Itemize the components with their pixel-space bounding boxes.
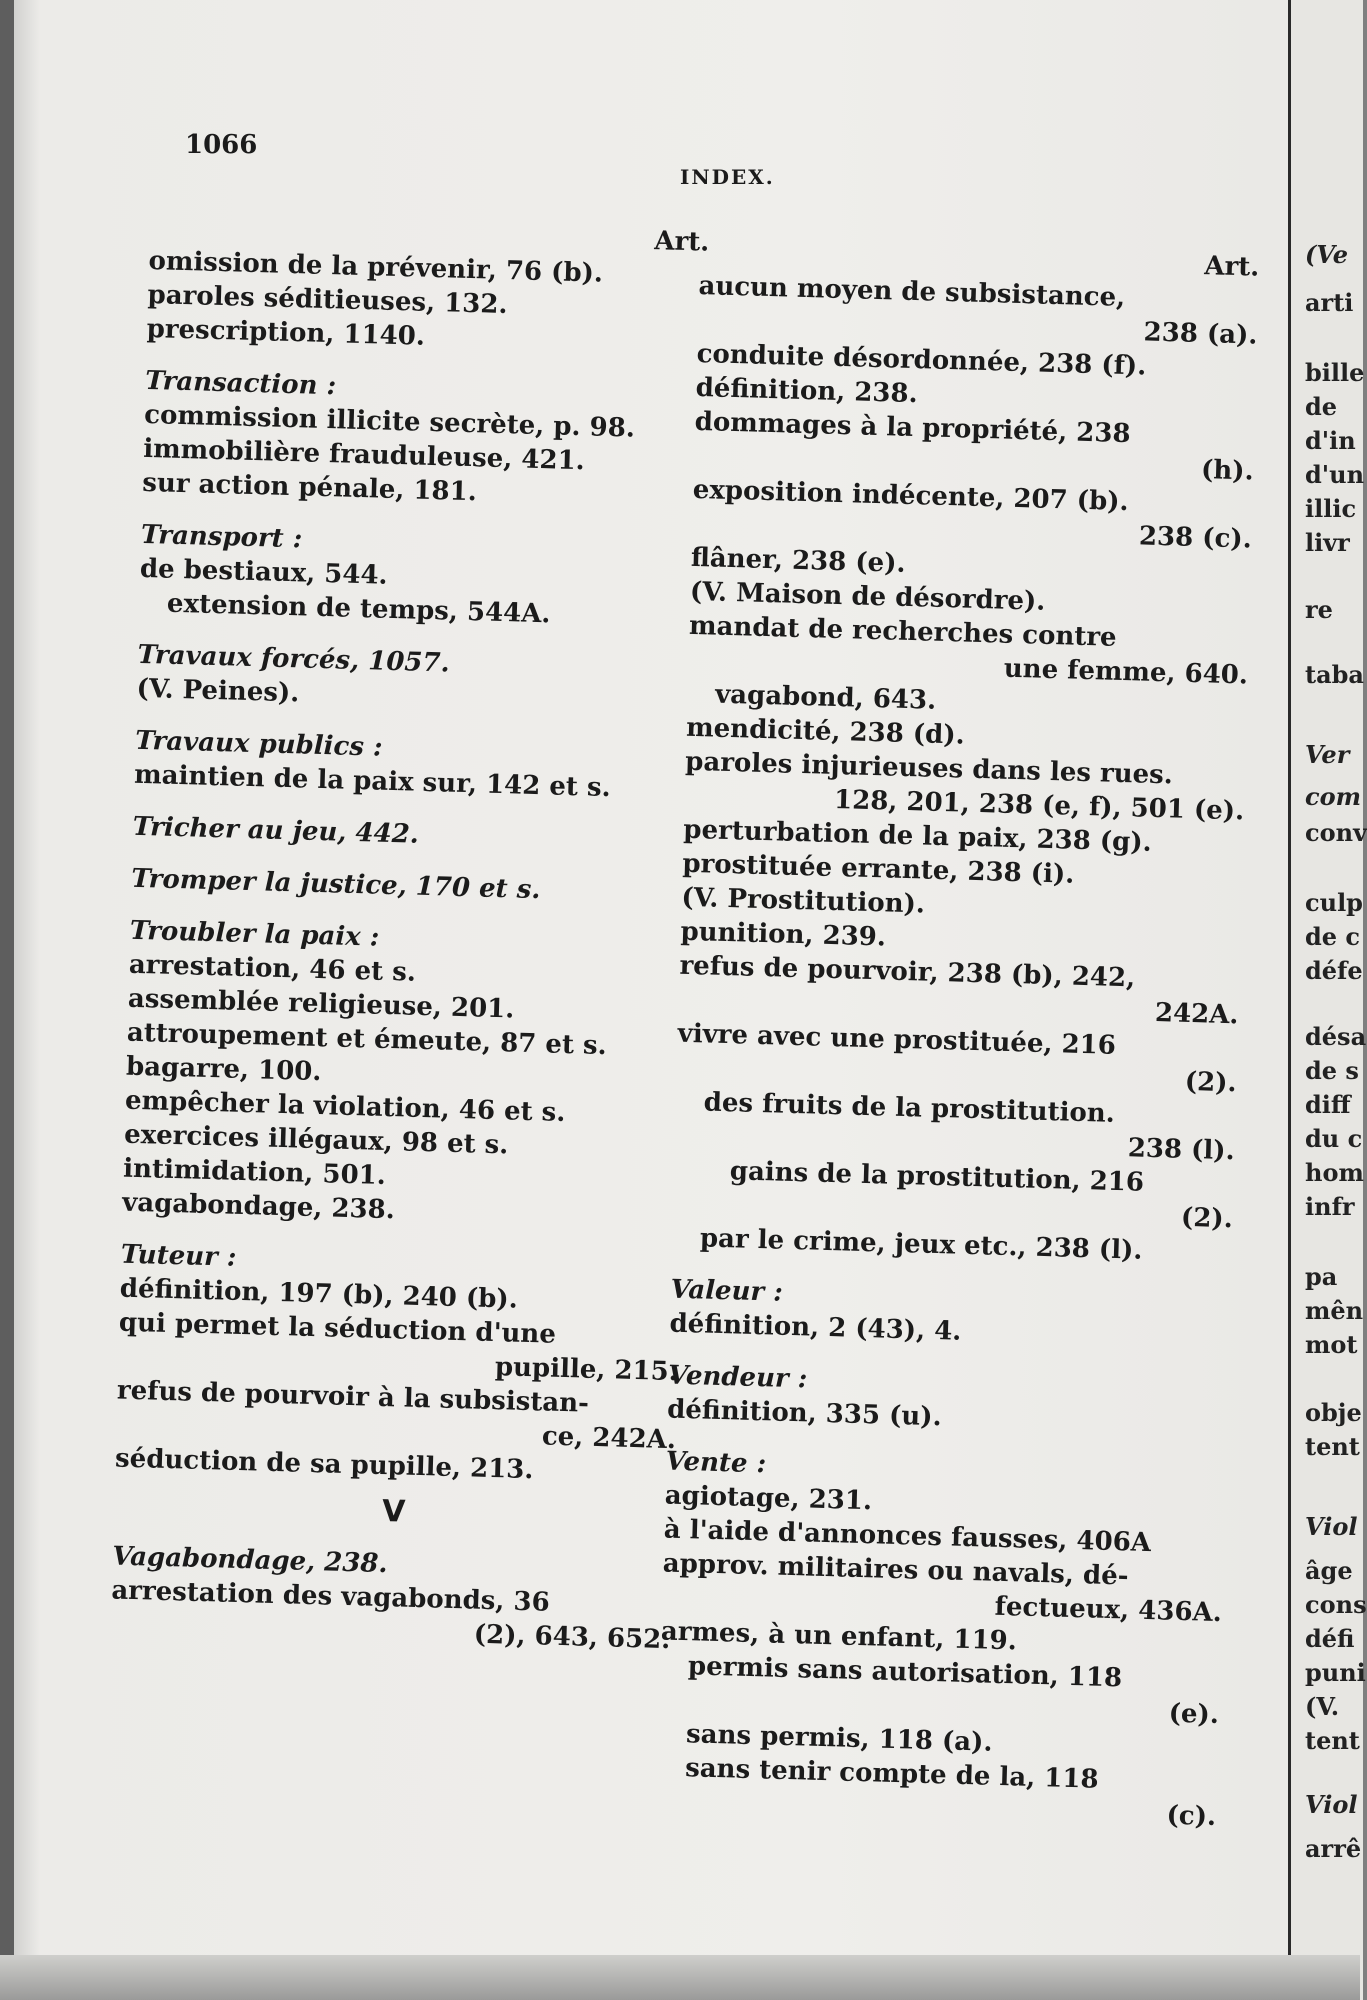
index-entry: (2), 643, 652.: [473, 1619, 671, 1656]
adjacent-page-fragment: Viol: [1305, 1512, 1358, 1541]
adjacent-page-fragment: désa: [1305, 1022, 1367, 1051]
index-entry: 238 (l).: [1127, 1133, 1236, 1167]
index-entry: immobilière frauduleuse, 421.: [142, 433, 586, 477]
index-entry: (e).: [1168, 1698, 1220, 1731]
index-entry: omission de la prévenir, 76 (b).: [148, 245, 604, 289]
adjacent-page-fragment: obje: [1305, 1398, 1362, 1427]
adjacent-page-fragment: de s: [1305, 1056, 1359, 1085]
index-entry: agiotage, 231.: [664, 1480, 873, 1517]
index-entry: 238 (a).: [1143, 317, 1258, 351]
adjacent-page-fragment: de: [1305, 392, 1338, 421]
adjacent-page-fragment: (V.: [1305, 1692, 1340, 1721]
index-heading: Vente :: [665, 1446, 767, 1480]
index-entry: (V. Maison de désordre).: [689, 576, 1046, 617]
adjacent-page-fragment: Ver: [1305, 740, 1350, 769]
index-entry: refus de pourvoir à la subsistan-: [116, 1375, 590, 1419]
index-entry: armes, à un enfant, 119.: [660, 1616, 1018, 1657]
page-bottom-edge: [0, 1955, 1360, 2000]
article-label: Art.: [653, 226, 710, 258]
index-entry: commission illicite secrète, p. 98.: [143, 399, 636, 444]
index-entry: (V. Peines).: [136, 673, 300, 709]
adjacent-page-fragment: mên: [1305, 1296, 1364, 1325]
index-entry: (c).: [1166, 1800, 1217, 1833]
index-entry: conduite désordonnée, 238 (f).: [696, 338, 1147, 382]
index-entry: sur action pénale, 181.: [141, 467, 478, 508]
adjacent-page-fragment: tent: [1305, 1432, 1360, 1461]
adjacent-page-fragment: (Ve: [1305, 240, 1349, 269]
adjacent-page-fragment: d'un: [1305, 460, 1365, 489]
index-entry: arrestation, 46 et s.: [128, 949, 417, 988]
index-entry: gains de la prostitution, 216: [729, 1156, 1145, 1198]
index-entry: (h).: [1200, 455, 1255, 487]
adjacent-page-fragment: mot: [1305, 1330, 1358, 1359]
index-entry: prescription, 1140.: [146, 313, 426, 352]
index-entry: ce, 242A.: [541, 1421, 677, 1456]
section-letter: V: [381, 1493, 406, 1530]
adjacent-page-edge: [1288, 0, 1367, 2000]
index-entry: attroupement et émeute, 87 et s.: [126, 1017, 608, 1062]
index-heading: Travaux publics :: [134, 725, 384, 763]
index-entry: séduction de sa pupille, 213.: [114, 1443, 534, 1486]
index-entry: mendicité, 238 (d).: [685, 712, 966, 751]
article-label: Art.: [1203, 251, 1260, 283]
index-entry: empêcher la violation, 46 et s.: [124, 1085, 566, 1128]
adjacent-page-fragment: défi: [1305, 1624, 1355, 1653]
adjacent-page-fragment: com: [1305, 782, 1362, 811]
index-heading: Tricher au jeu, 442.: [132, 811, 420, 850]
index-entry: 238 (c).: [1138, 521, 1253, 555]
adjacent-page-fragment: re: [1305, 595, 1333, 624]
index-entry: aucun moyen de subsistance,: [698, 270, 1126, 313]
index-entry: exposition indécente, 207 (b).: [692, 474, 1129, 518]
index-entry: des fruits de la prostitution.: [703, 1087, 1116, 1129]
adjacent-page-fragment: infr: [1305, 1192, 1355, 1221]
index-entry: mandat de recherches contre: [688, 610, 1117, 653]
book-binding-edge: [0, 0, 14, 2000]
adjacent-page-fragment: livr: [1305, 528, 1350, 557]
adjacent-page-fragment: défe: [1305, 956, 1363, 985]
index-entry: paroles séditieuses, 132.: [147, 279, 508, 321]
index-heading: Vendeur :: [667, 1360, 808, 1395]
index-entry: exercices illégaux, 98 et s.: [123, 1119, 509, 1161]
adjacent-page-fragment: tent: [1305, 1726, 1360, 1755]
index-entry: permis sans autorisation, 118: [687, 1651, 1123, 1694]
index-entry: refus de pourvoir, 238 (b), 242,: [679, 950, 1136, 994]
adjacent-page-fragment: hom: [1305, 1158, 1364, 1187]
index-heading: Vagabondage, 238.: [111, 1541, 388, 1580]
adjacent-page-fragment: cons: [1305, 1590, 1367, 1619]
index-entry: une femme, 640.: [1003, 653, 1249, 691]
index-heading: Troubler la paix :: [129, 915, 380, 953]
index-entry: définition, 197 (b), 240 (b).: [119, 1273, 519, 1315]
adjacent-page-fragment: arti: [1305, 288, 1354, 317]
index-entry: sans tenir compte de la, 118: [684, 1753, 1099, 1795]
index-entry: arrestation des vagabonds, 36: [111, 1575, 551, 1618]
index-heading: Tromper la justice, 170 et s.: [130, 863, 541, 906]
index-entry: dommages à la propriété, 238: [694, 406, 1131, 450]
index-entry: (2).: [1184, 1066, 1237, 1099]
index-entry: définition, 2 (43), 4.: [669, 1308, 962, 1347]
adjacent-page-fragment: d'in: [1305, 426, 1356, 455]
index-heading: Valeur :: [670, 1274, 784, 1308]
index-entry: 242A.: [1154, 998, 1239, 1031]
index-entry: punition, 239.: [680, 916, 887, 953]
adjacent-page-fragment: arrê: [1305, 1834, 1362, 1863]
index-entry: de bestiaux, 544.: [139, 553, 389, 591]
adjacent-page-fragment: illic: [1305, 494, 1357, 523]
index-entry: fectueux, 436A.: [994, 1591, 1223, 1629]
index-column-right: [656, 235, 1260, 1834]
index-entry: 128, 201, 238 (e, f), 501 (e).: [833, 784, 1245, 827]
index-entry: flâner, 238 (e).: [690, 542, 906, 579]
adjacent-page-fragment: taba: [1305, 660, 1364, 689]
index-entry: définition, 335 (u).: [666, 1394, 943, 1433]
index-entry: intimidation, 501.: [122, 1153, 387, 1191]
adjacent-page-fragment: pa: [1305, 1262, 1338, 1291]
index-entry: sans permis, 118 (a).: [685, 1719, 993, 1758]
adjacent-page-fragment: diff: [1305, 1090, 1351, 1119]
page-number: 1066: [185, 130, 258, 160]
index-entry: définition, 238.: [695, 372, 919, 410]
index-entry: (2).: [1180, 1202, 1234, 1235]
index-entry: perturbation de la paix, 238 (g).: [682, 814, 1153, 858]
index-entry: assemblée religieuse, 201.: [127, 983, 515, 1025]
index-entry: à l'aide d'annonces fausses, 406A: [663, 1514, 1152, 1559]
index-entry: par le crime, jeux etc., 238 (l).: [699, 1223, 1143, 1266]
index-heading: Transaction :: [144, 365, 337, 402]
index-entry: (V. Prostitution).: [681, 882, 926, 920]
adjacent-page-fragment: bille: [1305, 358, 1365, 387]
index-entry: extension de temps, 544A.: [166, 588, 551, 630]
index-entry: vagabondage, 238.: [121, 1187, 396, 1226]
index-entry: prostituée errante, 238 (i).: [682, 848, 1075, 890]
adjacent-page-fragment: conv: [1305, 818, 1367, 847]
index-entry: vivre avec une prostituée, 216: [677, 1018, 1117, 1061]
adjacent-page-fragment: puni: [1305, 1658, 1366, 1687]
index-entry: maintien de la paix sur, 142 et s.: [133, 759, 612, 804]
adjacent-page-fragment: âge: [1305, 1556, 1353, 1585]
adjacent-page-fragment: du c: [1305, 1124, 1363, 1153]
index-heading: Travaux forcés, 1057.: [137, 639, 451, 679]
adjacent-page-fragment: Viol: [1305, 1790, 1358, 1819]
adjacent-page-fragment: culp: [1305, 888, 1363, 917]
index-entry: pupille, 215.: [494, 1352, 679, 1388]
index-entry: qui permet la séduction d'une: [118, 1307, 557, 1350]
index-entry: vagabond, 643.: [714, 679, 937, 716]
index-heading: Tuteur :: [120, 1239, 237, 1273]
index-entry: paroles injurieuses dans les rues.: [684, 746, 1174, 791]
index-column-left: [110, 210, 710, 1657]
index-heading: Transport :: [140, 519, 303, 555]
page-title: INDEX.: [680, 165, 775, 189]
index-entry: approv. militaires ou navals, dé-: [662, 1548, 1129, 1592]
index-entry: bagarre, 100.: [125, 1051, 322, 1088]
adjacent-page-fragment: de c: [1305, 922, 1361, 951]
